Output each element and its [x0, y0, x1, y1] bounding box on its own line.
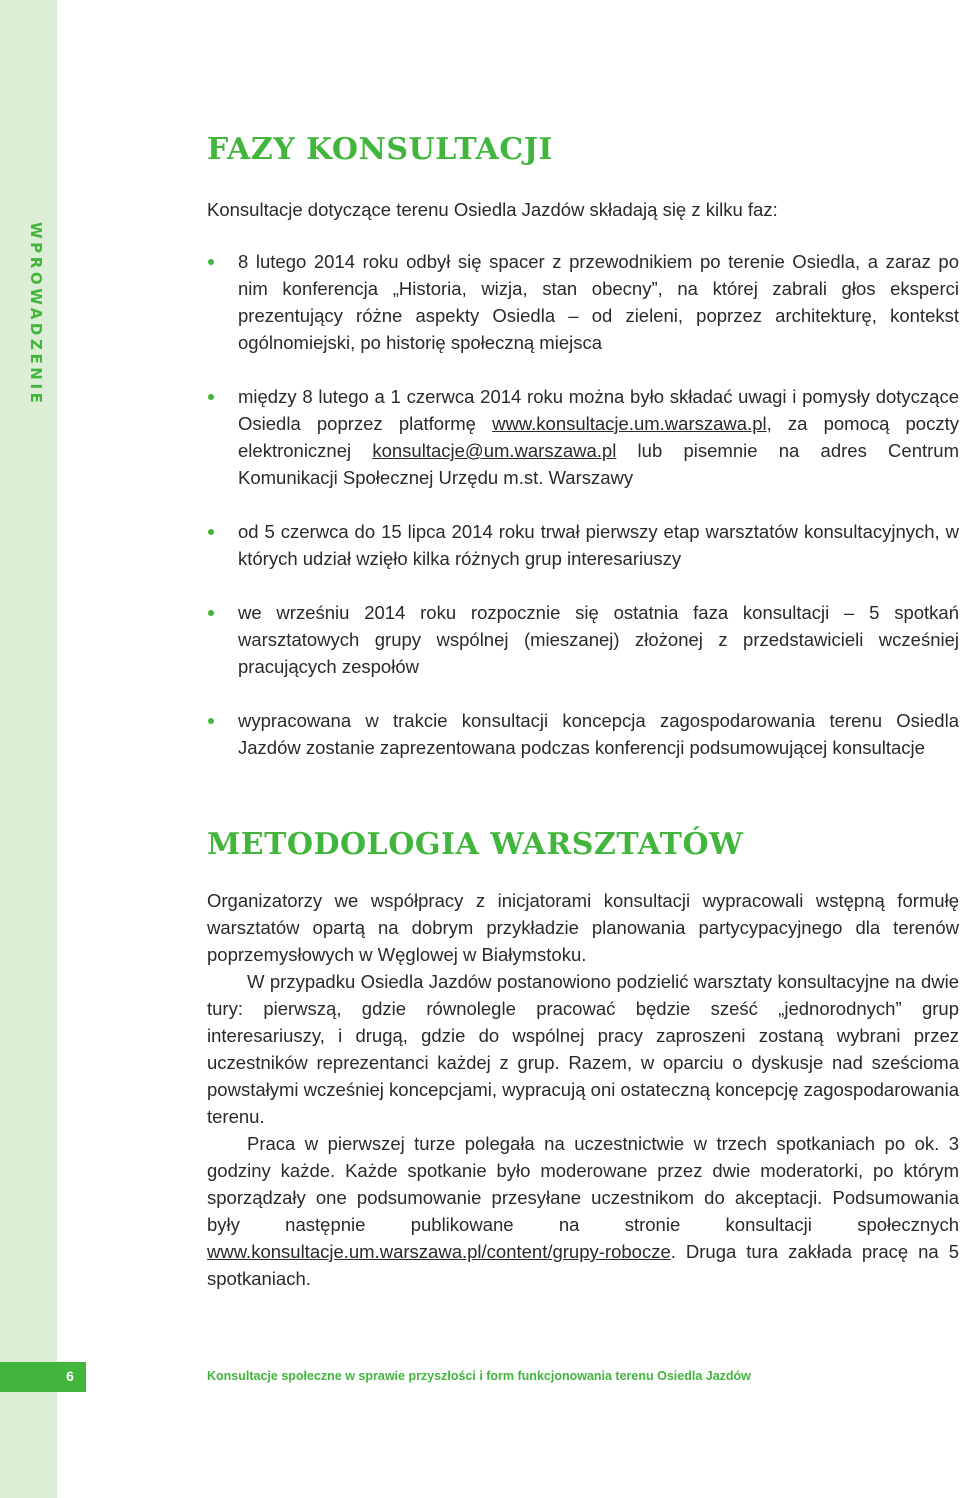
paragraph-text: Praca w pierwszej turze polegała na uczestnictwie w trzech spotkaniach po ok. 3 godziny każde. Każde spotkanie było moderowane przez dwie moderatorki, po którym sporządzały one podsumowanie przesyłane uczestnikom do akceptacji. Podsumowania były następnie publikowane na stronie konsultacji społecznych [207, 1133, 959, 1235]
list-item [207, 599, 959, 680]
methodology-body [207, 887, 959, 1292]
paragraph [207, 1130, 959, 1292]
list-item-text: lub pisemnie na adres Centrum Komunikacji Społecznej Urzędu m.st. Warszawy [238, 440, 959, 488]
list-item [207, 707, 959, 761]
bullet-icon [208, 718, 214, 724]
email-link[interactable]: konsultacje@um.warszawa.pl [372, 440, 617, 461]
sidebar-label: WPROWADZENIE [27, 222, 45, 407]
bullet-icon [208, 610, 214, 616]
list-item-text: we wrześniu 2014 roku rozpocznie się ostatnia faza konsultacji – 5 spotkań warsztatowych grupy wspólnej (mieszanej) złożonej z przedstawicieli wcześniej pracujących zespołów [238, 602, 959, 677]
list-item-text: 8 lutego 2014 roku odbył się spacer z przewodnikiem po terenie Osiedla, a zaraz po nim konferencja „Historia, wizja, stan obecny”, na której zabrali głos eksperci prezentujący różne aspekty Osiedla – od zieleni, poprzez architekturę, kontekst ogólnomiejski, po historię społeczną miejsca [238, 251, 959, 353]
section-heading-phases: FAZY KONSULTACJI [207, 132, 553, 167]
bullet-icon [208, 259, 214, 265]
page-number: 6 [66, 1368, 74, 1384]
list-item-text: między 8 lutego a 1 czerwca 2014 roku można było składać uwagi i pomysły dotyczące Osiedla poprzez platformę [238, 386, 959, 434]
phases-intro: Konsultacje dotyczące terenu Osiedla Jazdów składają się z kilku faz: [207, 199, 778, 220]
phases-list [207, 248, 959, 761]
list-item-text: wypracowana w trakcie konsultacji koncepcja zagospodarowania terenu Osiedla Jazdów zostanie zaprezentowana podczas konferencji podsumowującej konsultacje [238, 710, 959, 758]
paragraph: W przypadku Osiedla Jazdów postanowiono podzielić warsztaty konsultacyjne na dwie tury: pierwszą, gdzie równolegle pracować będzie sześć „jednorodnych” grup interesariuszy, i drugą, gdzie do wspólnej pracy zaproszeni zostaną wybrani przez uczestników reprezentanci każdej z grup. Razem, w oparciu o dyskusje nad sześcioma powstałymi wcześniej koncepcjami, wypracują oni ostateczną koncepcję zagospodarowania terenu. [207, 971, 959, 1127]
footer-title: Konsultacje społeczne w sprawie przyszłości i form funkcjonowania terenu Osiedla Jazdów [207, 1369, 751, 1383]
paragraph-text: . Druga tura zakłada pracę na 5 spotkaniach. [207, 1241, 959, 1289]
working-groups-link[interactable]: www.konsultacje.um.warszawa.pl/content/grupy-robocze [207, 1241, 671, 1262]
bullet-icon [208, 394, 214, 400]
bullet-icon [208, 529, 214, 535]
paragraph: Organizatorzy we współpracy z inicjatorami konsultacji wypracowali wstępną formułę warsztatów opartą na dobrym przykładzie planowania partycypacyjnego dla terenów poprzemysłowych w Węglowej w Białymstoku. [207, 890, 959, 965]
platform-link[interactable]: www.konsultacje.um.warszawa.pl [492, 413, 767, 434]
list-item [207, 383, 959, 491]
list-item-text: , za pomocą poczty elektronicznej [238, 413, 959, 461]
list-item-text: od 5 czerwca do 15 lipca 2014 roku trwał pierwszy etap warsztatów konsultacyjnych, w których udział wzięło kilka różnych grup interesariuszy [238, 521, 959, 569]
list-item [207, 518, 959, 572]
list-item [207, 248, 959, 356]
section-heading-methodology: METODOLOGIA WARSZTATÓW [207, 827, 744, 862]
